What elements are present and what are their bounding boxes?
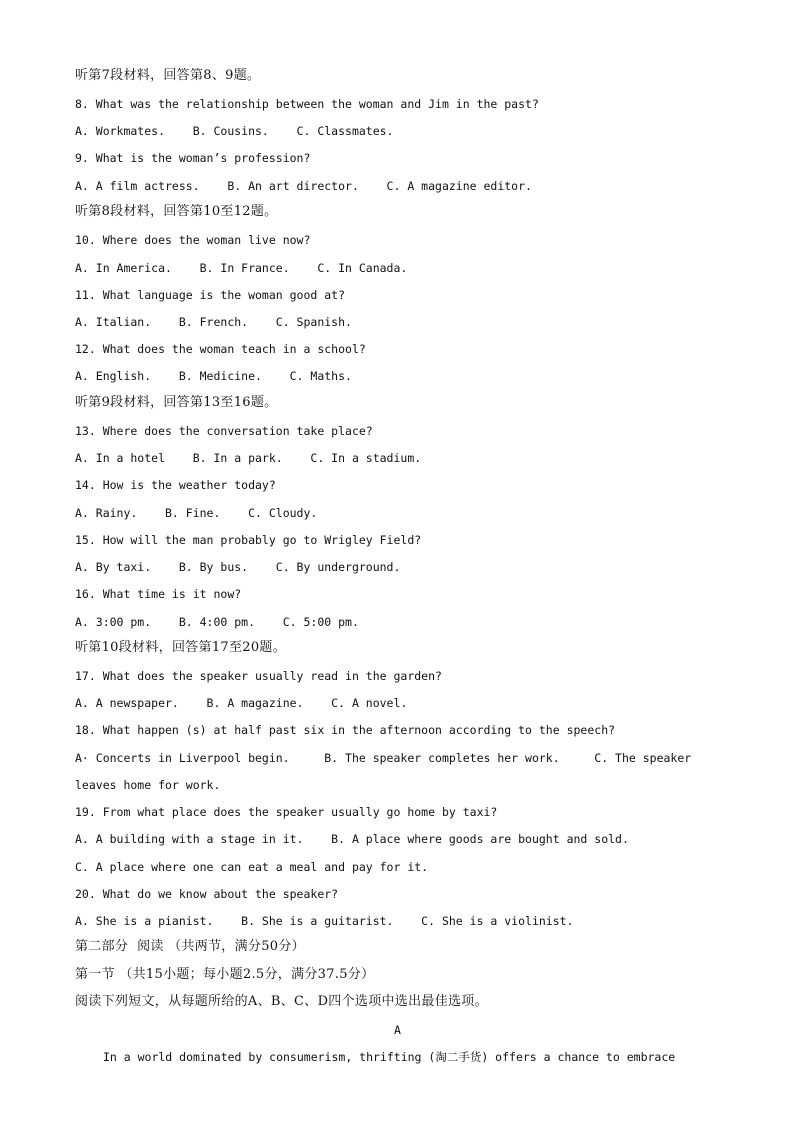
passage-first-line: In a world dominated by consumerism, thrifting (淘二手货) offers a chance to embrace [103, 1050, 676, 1064]
part-two-heading: 第二部分 阅读 （共两节，满分50分） [75, 939, 305, 954]
question-9: 9. What is the woman’s profession? [75, 151, 311, 165]
question-8-options: A. Workmates. B. Cousins. C. Classmates. [75, 124, 394, 138]
section-heading-material-9: 听第9段材料，回答第13至16题。 [75, 395, 278, 410]
section-one-heading: 第一节 （共15小题；每小题2.5分，满分37.5分） [75, 967, 375, 982]
question-15: 15. How will the man probably go to Wrigley Field? [75, 533, 422, 547]
section-heading-material-10: 听第10段材料，回答第17至20题。 [75, 640, 287, 655]
question-19-options: A. A building with a stage in it. B. A place where goods are bought and sold. [75, 832, 629, 846]
question-9-options: A. A film actress. B. An art director. C. A magazine editor. [75, 179, 532, 193]
section-heading-material-8: 听第8段材料，回答第10至12题。 [75, 204, 278, 219]
question-17: 17. What does the speaker usually read in the garden? [75, 669, 442, 683]
question-13-options: A. In a hotel B. In a park. C. In a stadium. [75, 451, 422, 465]
question-11: 11. What language is the woman good at? [75, 288, 346, 302]
reading-instructions: 阅读下列短文，从每题所给的A、B、C、D四个选项中选出最佳选项。 [75, 994, 488, 1009]
question-14-options: A. Rainy. B. Fine. C. Cloudy. [75, 506, 318, 520]
question-16: 16. What time is it now? [75, 587, 242, 601]
question-8: 8. What was the relationship between the woman and Jim in the past? [75, 97, 539, 111]
question-10: 10. Where does the woman live now? [75, 233, 311, 247]
question-11-options: A. Italian. B. French. C. Spanish. [75, 315, 352, 329]
question-16-options: A. 3:00 pm. B. 4:00 pm. C. 5:00 pm. [75, 615, 359, 629]
question-18-options-continued: leaves home for work. [75, 778, 221, 792]
question-20-options: A. She is a pianist. B. She is a guitarist. C. She is a violinist. [75, 914, 574, 928]
section-heading-material-7: 听第7段材料，回答第8、9题。 [75, 68, 261, 83]
question-10-options: A. In America. B. In France. C. In Canada. [75, 261, 408, 275]
question-13: 13. Where does the conversation take place? [75, 424, 373, 438]
passage-label: A [394, 1023, 401, 1037]
question-19: 19. From what place does the speaker usually go home by taxi? [75, 805, 498, 819]
question-12-options: A. English. B. Medicine. C. Maths. [75, 369, 352, 383]
question-18: 18. What happen (s) at half past six in the afternoon according to the speech? [75, 723, 616, 737]
question-15-options: A. By taxi. B. By bus. C. By underground. [75, 560, 401, 574]
question-14: 14. How is the weather today? [75, 478, 276, 492]
question-17-options: A. A newspaper. B. A magazine. C. A novel. [75, 696, 408, 710]
question-20: 20. What do we know about the speaker? [75, 887, 339, 901]
question-18-options: A· Concerts in Liverpool begin. B. The speaker completes her work. C. The speaker [75, 751, 692, 765]
question-12: 12. What does the woman teach in a school? [75, 342, 366, 356]
question-19-options-continued: C. A place where one can eat a meal and pay for it. [75, 860, 429, 874]
